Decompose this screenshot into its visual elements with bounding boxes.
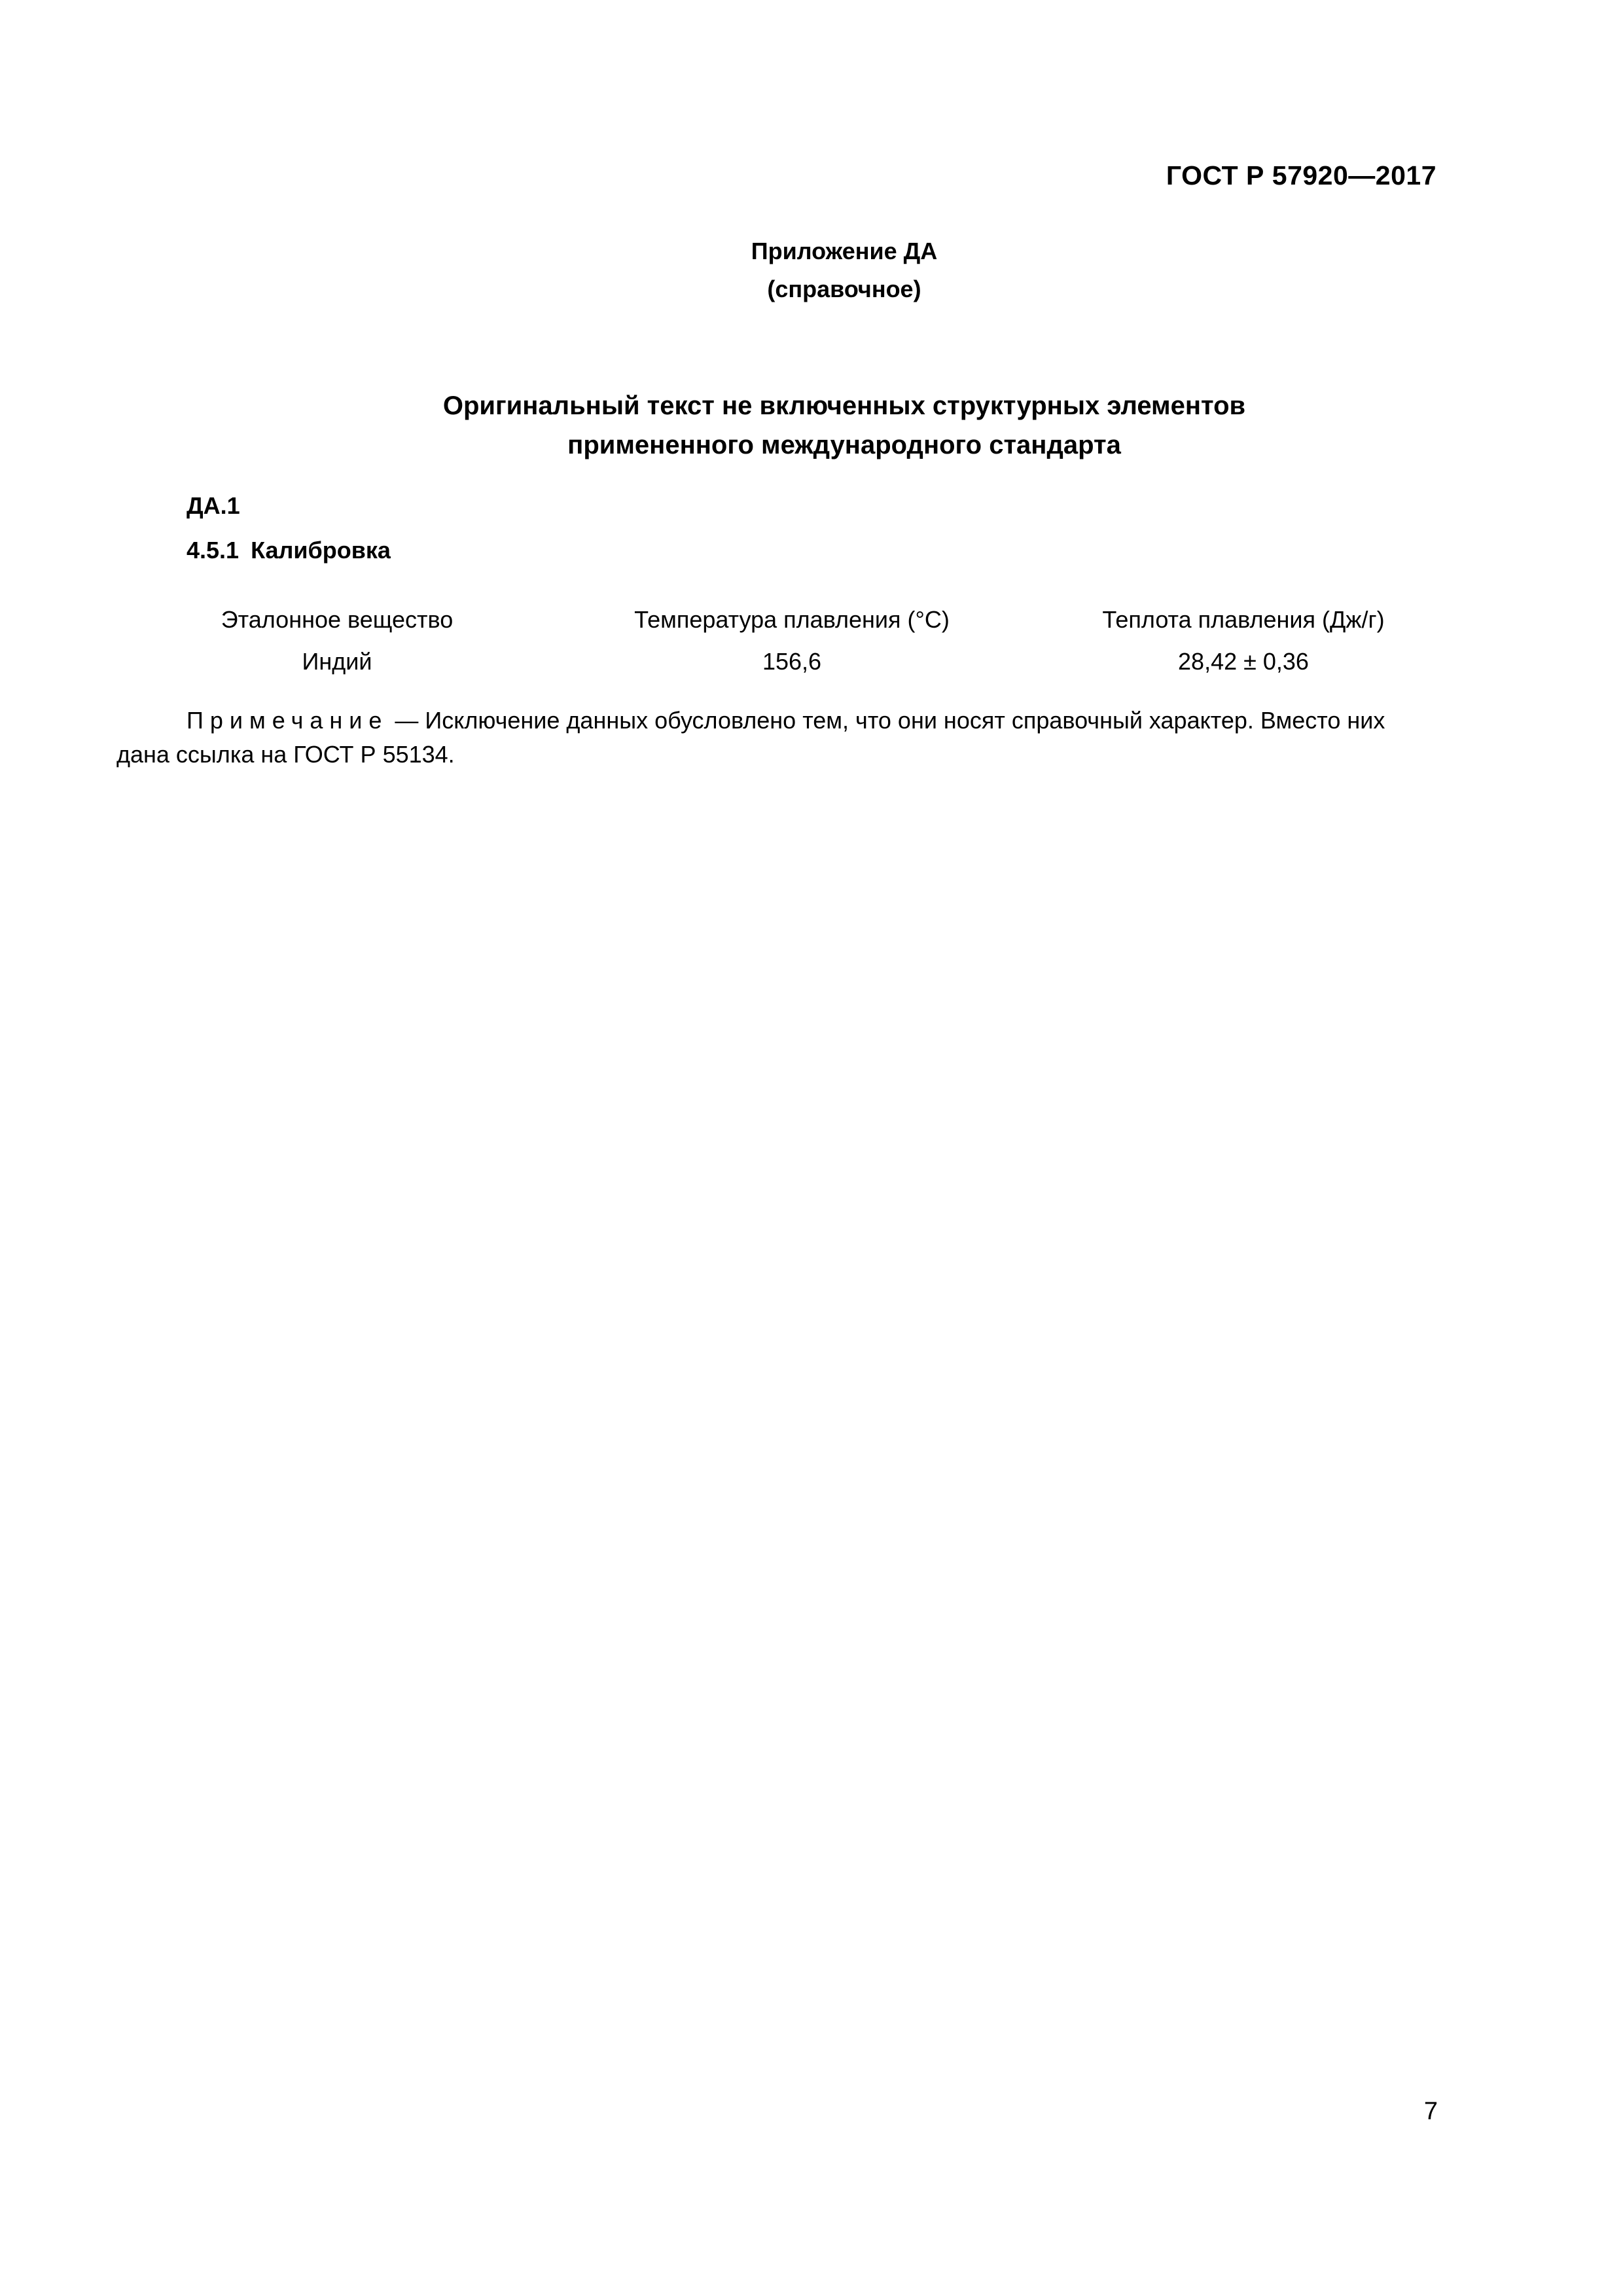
note-paragraph xyxy=(116,704,1448,772)
table-header-cell: Температура плавления (°С) xyxy=(634,606,950,633)
table-header-cell: Теплота плавления (Дж/г) xyxy=(1102,606,1385,633)
subsection-heading xyxy=(187,537,391,564)
subsection-title: Калибровка xyxy=(251,537,391,564)
heading-line-1: Оригинальный текст не включенных структурных элементов xyxy=(442,391,1246,420)
note-dash: — xyxy=(388,707,425,734)
table-row xyxy=(124,641,1453,683)
note-label: Примечание xyxy=(187,707,389,734)
subsection-number: 4.5.1 xyxy=(187,537,240,564)
heading-line-2: примененного международного стандарта xyxy=(567,431,1121,459)
document-code: ГОСТ Р 57920—2017 xyxy=(1166,160,1436,190)
section-id: ДА.1 xyxy=(187,492,240,519)
table-cell: 156,6 xyxy=(762,648,822,675)
note-text-1: Исключение данных обусловлено тем, что они носят справочный характер. Вместо них xyxy=(425,707,1385,734)
page-number: 7 xyxy=(1423,2098,1438,2125)
appendix-subtitle: (справочное) xyxy=(767,276,921,302)
table-header-row xyxy=(124,599,1453,641)
appendix-header xyxy=(0,232,1623,308)
table-cell: 28,42 ± 0,36 xyxy=(1178,648,1309,675)
calibration-table xyxy=(124,599,1453,683)
table-header-cell: Эталонное вещество xyxy=(221,606,454,633)
table-cell: Индий xyxy=(302,648,372,675)
note-line-1 xyxy=(116,704,1448,738)
note-line-2: дана ссылка на ГОСТ Р 55134. xyxy=(116,741,455,768)
section-heading xyxy=(0,386,1623,465)
appendix-title: Приложение ДА xyxy=(751,238,938,264)
